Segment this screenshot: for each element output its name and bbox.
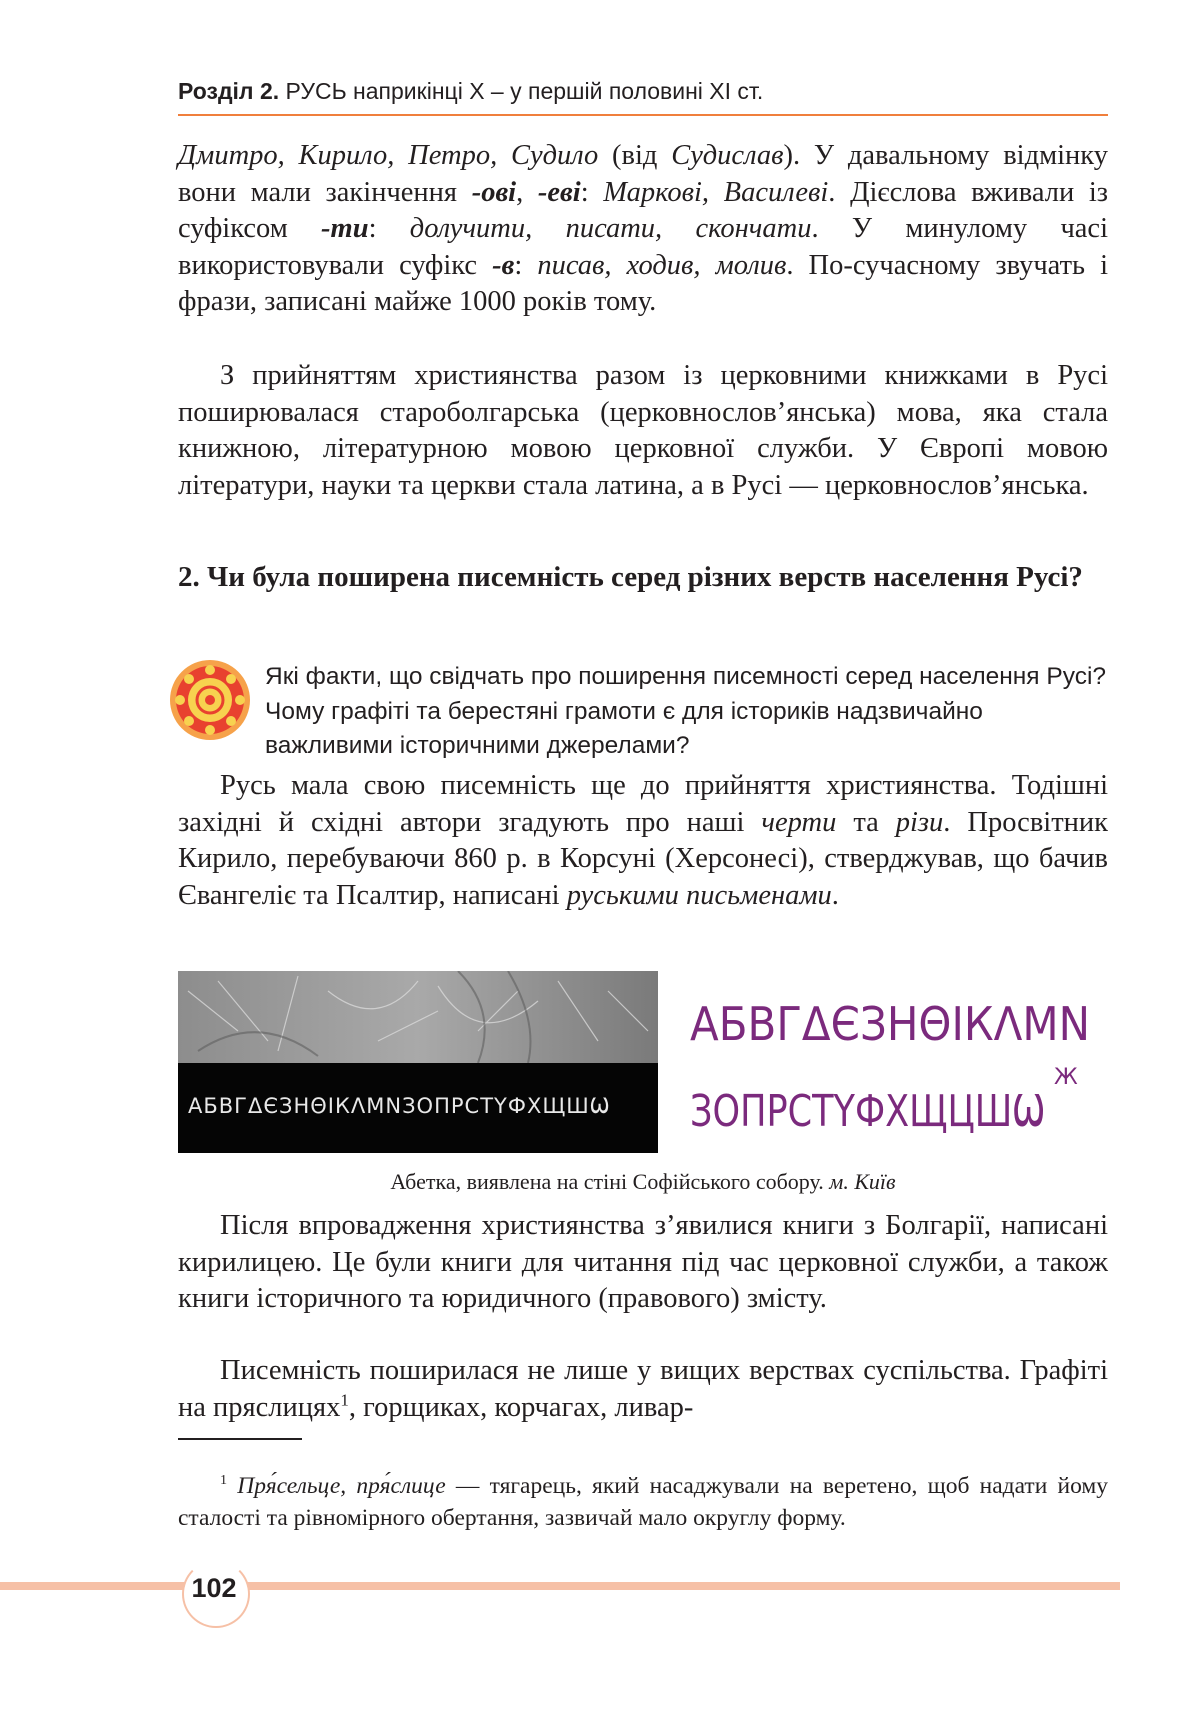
question-text: Які факти, що свідчать про поширення писемності серед населення Русі? Чому графіті та берестяні грамоти є для істориків надзвичайно важливими історичними джерелами? — [265, 663, 1107, 759]
text-span: Русь мала свою писемність ще до прийняття християнства. Тодішні західні й східні автори згадують про наші — [178, 770, 1108, 838]
footnote-text: — тягарець, який насаджували на веретено, щоб надати йому сталості та рівномірного обертання, зазвичай мало округлу форму. — [178, 1472, 1108, 1531]
paragraph-2-text: З прийняттям християнства разом із церковними книжками в Русі поширювалася староболгарська (церковнослов’янська) мова, яка стала книжною, літературною мовою церковної служби. У Європі мовою літератури, науки та церкви стала латина, а в Русі — церковнослов’янська. — [178, 360, 1108, 501]
text-span: , — [516, 176, 538, 208]
photo-inscription: ΑБВГΔЄЗНΘІКΛМNЗОПРСТΥФХЩШѠ — [188, 1094, 611, 1118]
script-mark: Ж — [1054, 1065, 1078, 1090]
term-rizy: різи — [895, 806, 944, 838]
text-span: відмінку вони мали закінчення — [178, 140, 1108, 208]
footnote-number: 1 — [220, 1471, 228, 1488]
footnote-term: Пря́сельце, пря́слице — [237, 1472, 446, 1499]
ending-evi: -еві — [537, 176, 581, 208]
example-names: Маркові, Василеві — [603, 176, 829, 208]
bottom-bar — [0, 1582, 1120, 1590]
caption-text: Абетка, виявлена на стіні Софійського собору. — [390, 1169, 830, 1194]
chapter-title: РУСЬ наприкінці X – у першій половині XI ст. — [279, 78, 764, 104]
section-heading: 2. Чи була поширена писемність серед різних верств населення Русі? — [178, 561, 1083, 593]
sofia-wall-photo — [178, 971, 658, 1153]
text-span: , горщиках, корчагах, ливар- — [348, 1391, 694, 1423]
suffix-v: -в — [492, 249, 515, 281]
text-span: Писемність поширилася не лише у вищих верствах суспільства. Графіті на пряслицях — [178, 1355, 1108, 1423]
text-span: (від — [598, 140, 672, 171]
script-line-2: ЗОПРСТΥФХЩЦШѠ — [690, 1086, 1045, 1137]
text-span: та — [836, 806, 896, 838]
paragraph-2 — [178, 358, 1108, 504]
footnote-rule — [178, 1438, 302, 1440]
names-list: Дмитро, Кирило, Петро, Судило — [178, 140, 599, 171]
name-sudyslav: Судислав — [671, 140, 784, 171]
paragraph-4 — [178, 1208, 1108, 1318]
script-line-1: ΑБВГΔЄЗНΘІКΛМN — [690, 997, 1090, 1051]
text-span: : — [368, 213, 410, 244]
running-header — [178, 78, 1108, 105]
page-number: 102 — [191, 1573, 237, 1603]
paragraph-4-text: Після впровадження християнства з’явилися книги з Болгарії, написані кирилицею. Це були книги для читання під час церковної служби, а також книги історичного та юридичного (правового) змісту. — [178, 1210, 1108, 1314]
ending-ovi: -ові — [471, 176, 517, 208]
term-ruski-pysmena: руськими письменами — [566, 879, 832, 911]
text-span: . У минулому часі використовували суфікс — [178, 213, 1109, 281]
text-span: . Просвітник Кирило, перебуваючи 860 р. в Корсуні (Херсонесі), стверджував, що бачив Євангеліє та Псалтир, написані — [178, 806, 1109, 911]
text-span: . По-сучасному звучать і фрази, записані майже 1000 років тому. — [178, 249, 1108, 317]
text-span: . Дієслова вживали із суфіксом — [178, 176, 1109, 244]
example-verbs: долучити, писати, скончати — [409, 213, 812, 244]
text-span: ). У давальному — [783, 140, 990, 171]
paragraph-3 — [178, 768, 1108, 914]
paragraph-1 — [178, 138, 1108, 321]
chapter-label: Розділ 2. — [178, 78, 280, 104]
alphabet-drawing — [682, 968, 1102, 1153]
question-ornament-icon — [168, 658, 252, 742]
example-past-verbs: писав, ходив, молив — [537, 249, 787, 281]
footnote-ref: 1 — [340, 1390, 349, 1409]
text-span: : — [580, 176, 604, 208]
term-cherty: черти — [761, 806, 837, 838]
suffix-ty: -ти — [321, 213, 369, 244]
text-span: . — [831, 879, 839, 911]
figure-caption — [178, 1168, 1108, 1196]
footnote — [178, 1446, 1108, 1558]
caption-place: м. Київ — [829, 1169, 896, 1194]
text-span: : — [514, 249, 538, 281]
paragraph-5 — [178, 1353, 1108, 1426]
header-rule — [178, 114, 1108, 116]
